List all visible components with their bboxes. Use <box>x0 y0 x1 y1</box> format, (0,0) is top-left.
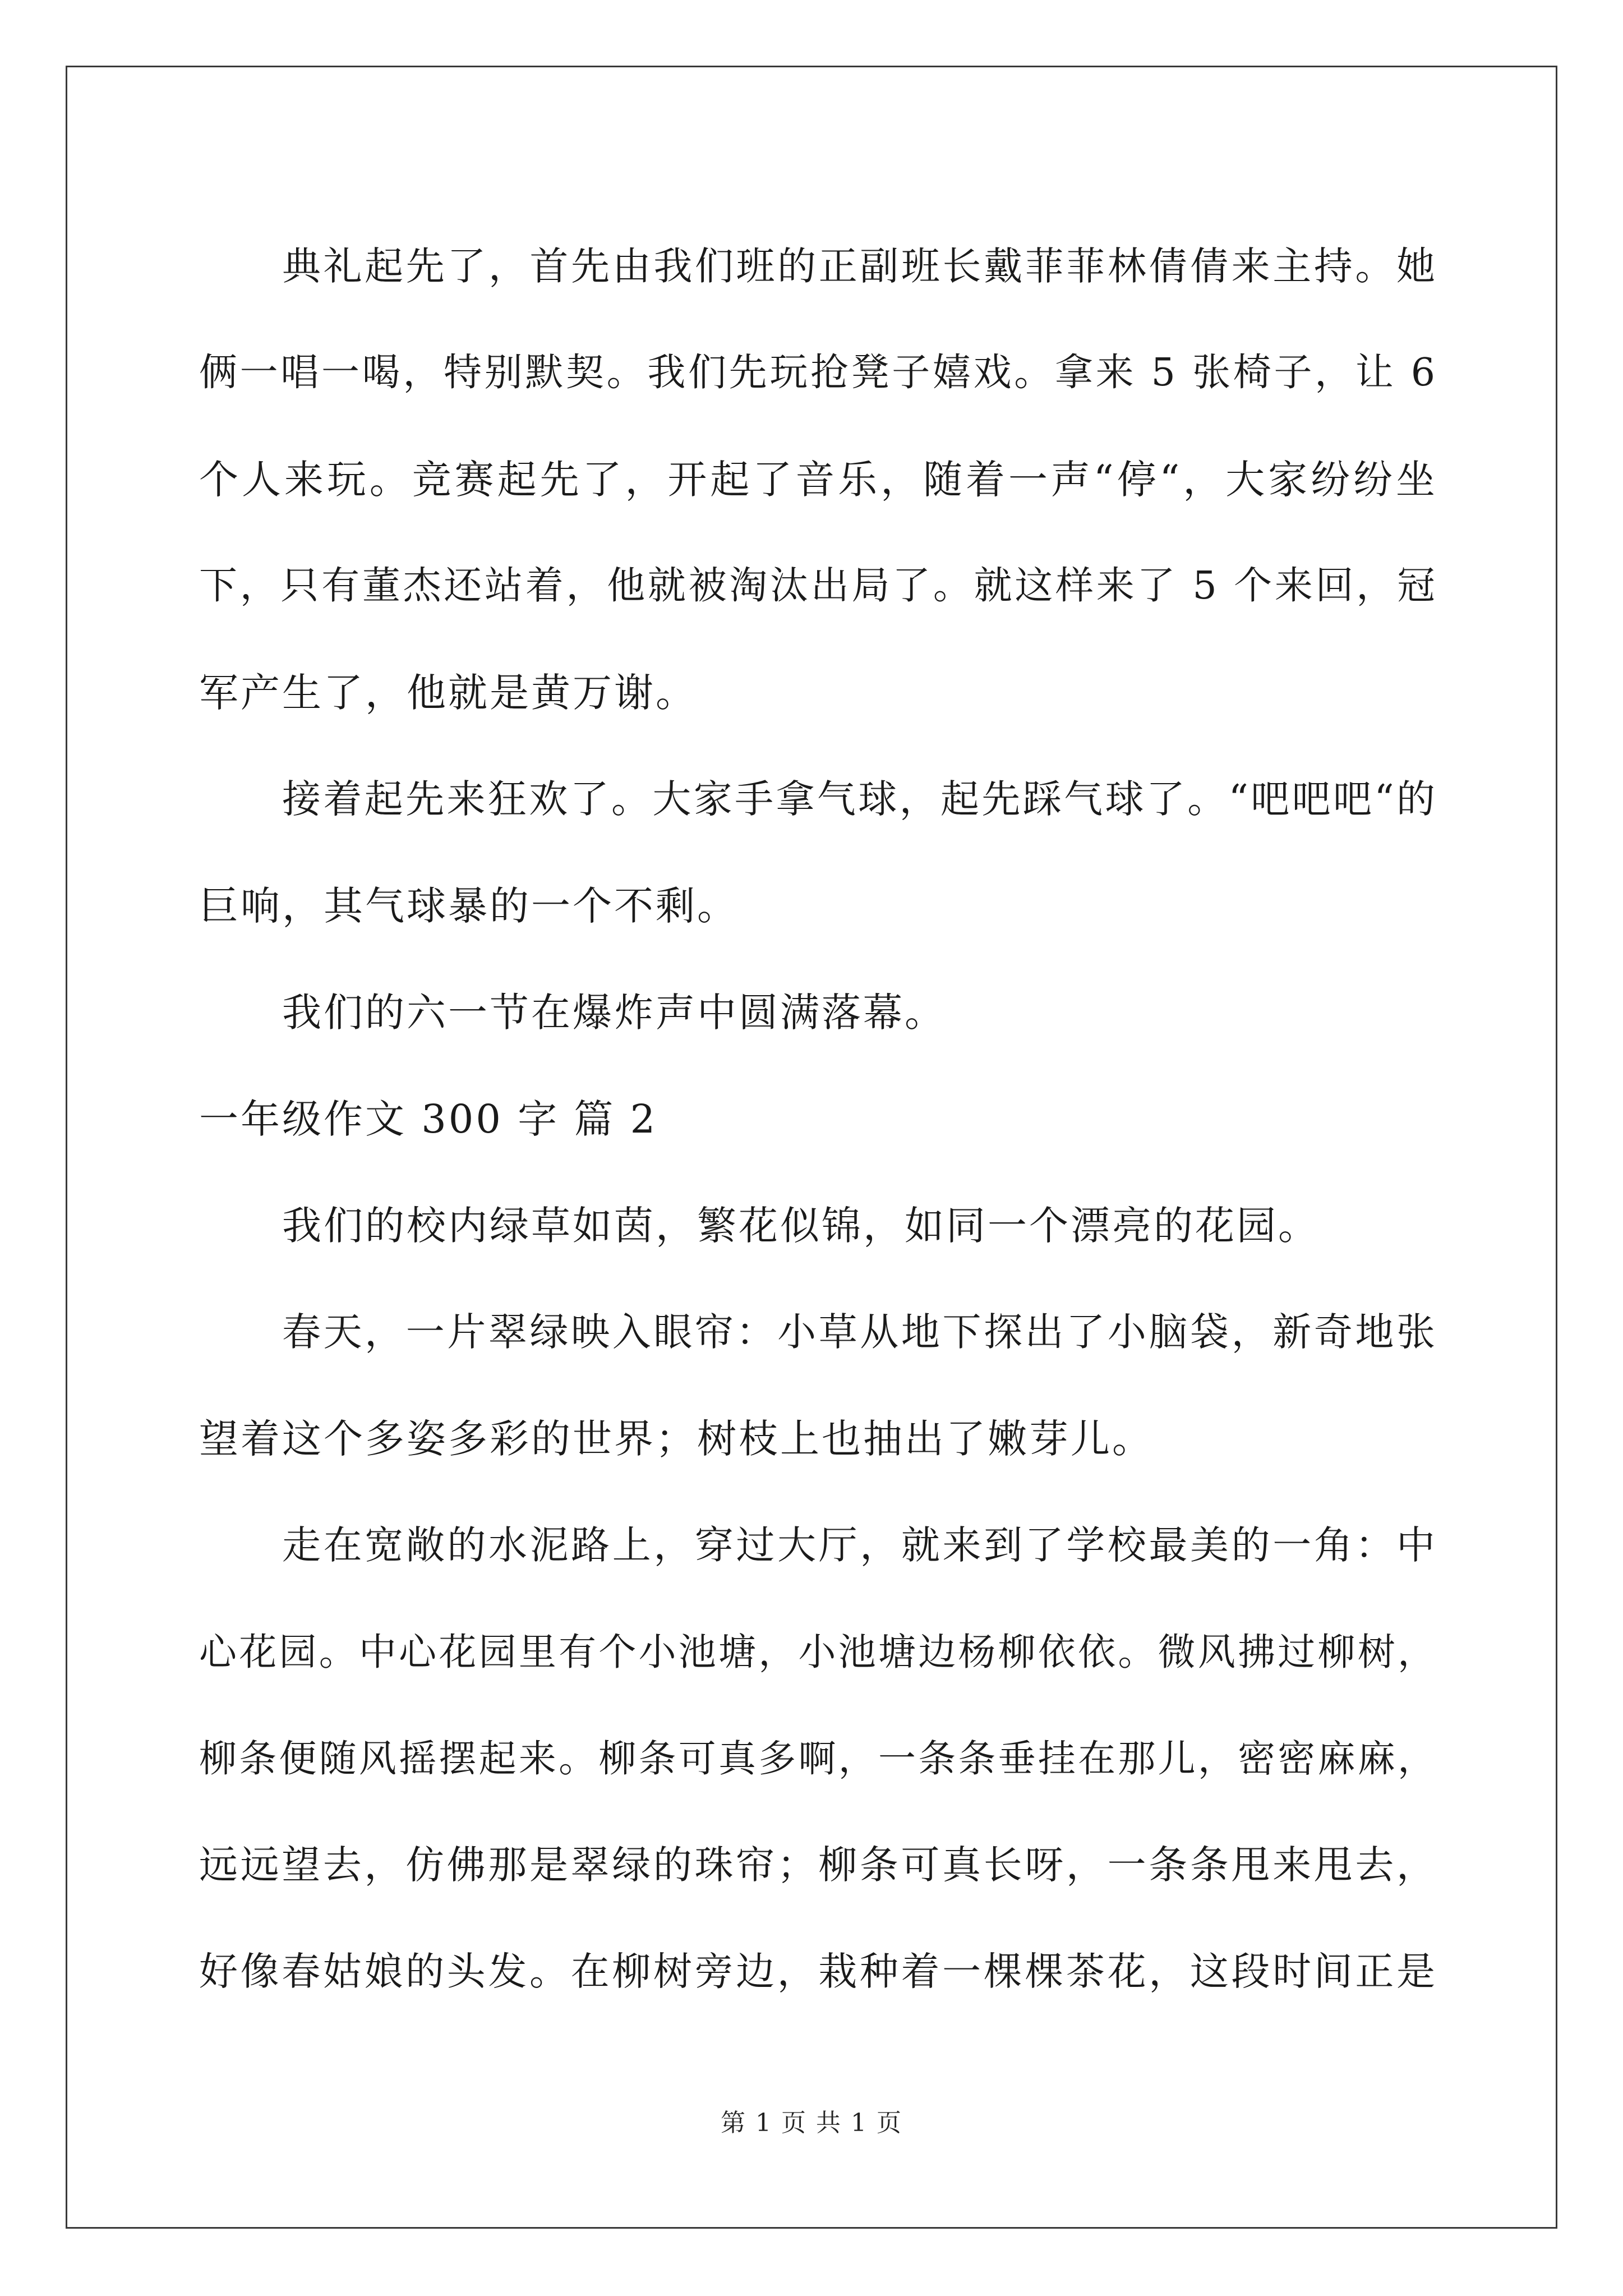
text-line: 下，只有董杰还站着，他就被淘汰出局了。就这样来了 5 个来回，冠 <box>199 564 1437 608</box>
text-line: 好像春姑娘的头发。在柳树旁边，栽种着一棵棵茶花，这段时间正是 <box>199 1949 1437 1994</box>
text-line: 心花园。中心花园里有个小池塘，小池塘边杨柳依依。微风拂过柳树， <box>199 1630 1437 1674</box>
text-line: 望着这个多姿多彩的世界；树枝上也抽出了嫩芽儿。 <box>199 1416 1154 1462</box>
text-line: 军产生了，他就是黄万谢。 <box>199 670 697 716</box>
section-heading: 一年级作文 300 字 篇 2 <box>199 1096 658 1142</box>
text-line: 典礼起先了，首先由我们班的正副班长戴菲菲林倩倩来主持。她 <box>282 244 1437 289</box>
text-line: 柳条便随风摇摆起来。柳条可真多啊，一条条垂挂在那儿，密密麻麻， <box>199 1737 1437 1780</box>
document-body <box>199 213 1437 2025</box>
text-line: 俩一唱一喝，特别默契。我们先玩抢凳子嬉戏。拿来 5 张椅子，让 6 <box>199 351 1437 395</box>
text-line: 春天，一片翠绿映入眼帘：小草从地下探出了小脑袋，新奇地张 <box>282 1310 1437 1355</box>
text-line: 我们的六一节在爆炸声中圆满落幕。 <box>282 990 946 1036</box>
text-line: 我们的校内绿草如茵，繁花似锦，如同一个漂亮的花园。 <box>282 1203 1320 1249</box>
page-number-footer: 第 1 页 共 1 页 <box>721 2109 902 2137</box>
text-line: 走在宽敞的水泥路上，穿过大厅，就来到了学校最美的一角：中 <box>282 1523 1437 1568</box>
text-line: 个人来玩。竞赛起先了，开起了音乐，随着一声“停“，大家纷纷坐 <box>199 457 1437 503</box>
text-line: 接着起先来狂欢了。大家手拿气球，起先踩气球了。“吧吧吧“的 <box>282 777 1437 822</box>
text-line: 巨响，其气球暴的一个不剩。 <box>199 883 739 929</box>
text-line: 远远望去，仿佛那是翠绿的珠帘；柳条可真长呀，一条条甩来甩去， <box>199 1843 1437 1888</box>
